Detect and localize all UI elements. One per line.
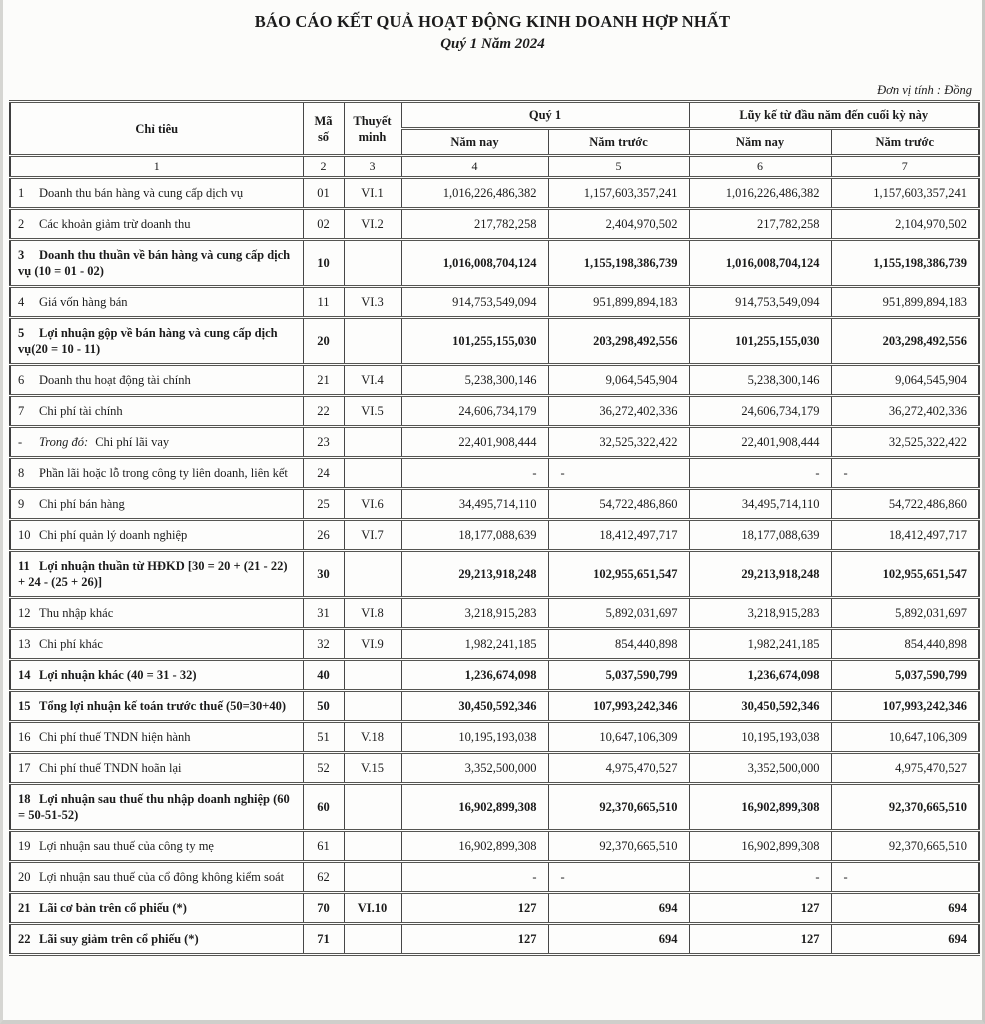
note-cell <box>344 318 401 365</box>
amount-cum-year-now-cell: 3,218,915,283 <box>689 598 831 629</box>
note-cell <box>344 458 401 489</box>
criteria-cell <box>10 924 303 955</box>
amount-q1-year-prev-cell: 54,722,486,860 <box>548 489 689 520</box>
amount-q1-year-prev-cell: - <box>548 458 689 489</box>
col-header-code: Mã số <box>303 102 344 156</box>
code-cell: 70 <box>303 893 344 924</box>
code-cell: 51 <box>303 722 344 753</box>
row-number: 11 <box>18 559 30 574</box>
amount-q1-year-prev-cell: - <box>548 862 689 893</box>
table-row <box>10 660 979 691</box>
table-row <box>10 240 979 287</box>
criteria-cell <box>10 178 303 209</box>
note-cell: V.18 <box>344 722 401 753</box>
note-cell <box>344 427 401 458</box>
criteria-cell <box>10 427 303 458</box>
note-cell <box>344 551 401 598</box>
column-index: 2 <box>303 156 344 178</box>
amount-cum-year-prev-cell: 54,722,486,860 <box>831 489 979 520</box>
code-cell: 50 <box>303 691 344 722</box>
table-row <box>10 629 979 660</box>
income-statement-table <box>9 100 980 956</box>
note-cell <box>344 240 401 287</box>
row-label: Lãi cơ bản trên cổ phiếu (*) <box>39 901 187 916</box>
table-row <box>10 551 979 598</box>
amount-q1-year-prev-cell: 1,157,603,357,241 <box>548 178 689 209</box>
amount-cum-year-prev-cell: 1,155,198,386,739 <box>831 240 979 287</box>
column-index-row <box>10 156 979 178</box>
amount-cum-year-prev-cell: 854,440,898 <box>831 629 979 660</box>
criteria-cell <box>10 520 303 551</box>
note-cell: VI.6 <box>344 489 401 520</box>
col-header-q1-year-now: Năm nay <box>401 129 548 156</box>
amount-cum-year-prev-cell: 9,064,545,904 <box>831 365 979 396</box>
note-cell: VI.10 <box>344 893 401 924</box>
code-cell: 01 <box>303 178 344 209</box>
amount-cum-year-now-cell: 24,606,734,179 <box>689 396 831 427</box>
unit-label: Đơn vị tính : Đồng <box>877 83 972 97</box>
criteria-cell <box>10 691 303 722</box>
row-label: Chi phí lãi vay <box>95 435 170 450</box>
amount-cum-year-now-cell: 29,213,918,248 <box>689 551 831 598</box>
amount-q1-year-prev-cell: 9,064,545,904 <box>548 365 689 396</box>
amount-q1-year-now-cell: 29,213,918,248 <box>401 551 548 598</box>
criteria-cell <box>10 893 303 924</box>
col-header-q1-year-prev: Năm trước <box>548 129 689 156</box>
col-group-cumulative: Lũy kế từ đầu năm đến cuối kỳ này <box>689 102 979 129</box>
amount-q1-year-prev-cell: 694 <box>548 893 689 924</box>
note-cell: VI.5 <box>344 396 401 427</box>
note-cell <box>344 784 401 831</box>
criteria-cell <box>10 209 303 240</box>
criteria-cell <box>10 629 303 660</box>
amount-cum-year-now-cell: 10,195,193,038 <box>689 722 831 753</box>
criteria-cell <box>10 753 303 784</box>
amount-q1-year-now-cell: 22,401,908,444 <box>401 427 548 458</box>
row-label: Doanh thu hoạt động tài chính <box>39 373 191 388</box>
amount-cum-year-prev-cell: 102,955,651,547 <box>831 551 979 598</box>
amount-q1-year-now-cell: 217,782,258 <box>401 209 548 240</box>
amount-cum-year-now-cell: 16,902,899,308 <box>689 831 831 862</box>
row-label: Chi phí quản lý doanh nghiệp <box>39 528 188 543</box>
amount-q1-year-now-cell: 16,902,899,308 <box>401 784 548 831</box>
table-row <box>10 318 979 365</box>
amount-cum-year-now-cell: 127 <box>689 893 831 924</box>
criteria-cell <box>10 784 303 831</box>
criteria-cell <box>10 862 303 893</box>
code-cell: 71 <box>303 924 344 955</box>
code-cell: 32 <box>303 629 344 660</box>
table-row <box>10 209 979 240</box>
amount-q1-year-prev-cell: 36,272,402,336 <box>548 396 689 427</box>
col-header-criteria: Chỉ tiêu <box>10 102 303 156</box>
amount-q1-year-prev-cell: 203,298,492,556 <box>548 318 689 365</box>
amount-cum-year-now-cell: 16,902,899,308 <box>689 784 831 831</box>
column-index: 4 <box>401 156 548 178</box>
table-row <box>10 489 979 520</box>
note-cell: VI.1 <box>344 178 401 209</box>
amount-q1-year-now-cell: 16,902,899,308 <box>401 831 548 862</box>
note-cell: VI.3 <box>344 287 401 318</box>
row-number: 14 <box>18 668 31 683</box>
row-label: Lợi nhuận sau thuế thu nhập doanh nghiệp (60 = 50-51-52) <box>18 792 290 823</box>
table-row <box>10 924 979 955</box>
row-label: Doanh thu bán hàng và cung cấp dịch vụ <box>39 186 244 201</box>
table-row <box>10 722 979 753</box>
report-subtitle: Quý 1 Năm 2024 <box>440 36 545 52</box>
amount-q1-year-now-cell: 24,606,734,179 <box>401 396 548 427</box>
amount-cum-year-now-cell: - <box>689 862 831 893</box>
table-row <box>10 396 979 427</box>
row-label: Thu nhập khác <box>39 606 114 621</box>
amount-q1-year-now-cell: 10,195,193,038 <box>401 722 548 753</box>
col-header-note: Thuyết minh <box>344 102 401 156</box>
table-row <box>10 365 979 396</box>
amount-q1-year-prev-cell: 107,993,242,346 <box>548 691 689 722</box>
row-label: Chi phí thuế TNDN hiện hành <box>39 730 191 745</box>
amount-q1-year-prev-cell: 1,155,198,386,739 <box>548 240 689 287</box>
row-number: 17 <box>18 761 31 776</box>
criteria-cell <box>10 489 303 520</box>
row-number: 18 <box>18 792 31 807</box>
amount-q1-year-now-cell: 18,177,088,639 <box>401 520 548 551</box>
amount-cum-year-prev-cell: - <box>831 458 979 489</box>
code-cell: 52 <box>303 753 344 784</box>
code-cell: 60 <box>303 784 344 831</box>
row-label: Chi phí khác <box>39 637 103 652</box>
amount-q1-year-prev-cell: 5,892,031,697 <box>548 598 689 629</box>
criteria-cell <box>10 287 303 318</box>
amount-cum-year-now-cell: 1,016,008,704,124 <box>689 240 831 287</box>
note-cell: VI.7 <box>344 520 401 551</box>
row-number: 5 <box>18 326 25 341</box>
note-cell: V.15 <box>344 753 401 784</box>
amount-cum-year-prev-cell: 32,525,322,422 <box>831 427 979 458</box>
row-label: Lợi nhuận sau thuế của cổ đông không kiểm soát <box>39 870 285 885</box>
amount-cum-year-prev-cell: 5,037,590,799 <box>831 660 979 691</box>
amount-q1-year-prev-cell: 102,955,651,547 <box>548 551 689 598</box>
amount-q1-year-now-cell: 914,753,549,094 <box>401 287 548 318</box>
amount-cum-year-now-cell: 34,495,714,110 <box>689 489 831 520</box>
amount-cum-year-now-cell: - <box>689 458 831 489</box>
row-number: 16 <box>18 730 31 745</box>
col-header-cum-year-now: Năm nay <box>689 129 831 156</box>
row-label: Các khoản giảm trừ doanh thu <box>39 217 191 232</box>
row-label: Tổng lợi nhuận kế toán trước thuế (50=30+40) <box>39 699 287 714</box>
criteria-cell <box>10 365 303 396</box>
table-row <box>10 458 979 489</box>
amount-cum-year-now-cell: 1,236,674,098 <box>689 660 831 691</box>
amount-q1-year-prev-cell: 694 <box>548 924 689 955</box>
amount-cum-year-now-cell: 217,782,258 <box>689 209 831 240</box>
criteria-cell <box>10 458 303 489</box>
row-number: 19 <box>18 839 31 854</box>
amount-cum-year-prev-cell: - <box>831 862 979 893</box>
column-index: 1 <box>10 156 303 178</box>
amount-cum-year-prev-cell: 694 <box>831 924 979 955</box>
amount-cum-year-prev-cell: 4,975,470,527 <box>831 753 979 784</box>
note-cell <box>344 691 401 722</box>
row-label: Doanh thu thuần về bán hàng và cung cấp dịch vụ (10 = 01 - 02) <box>18 248 291 279</box>
amount-cum-year-now-cell: 1,982,241,185 <box>689 629 831 660</box>
criteria-cell <box>10 240 303 287</box>
amount-cum-year-now-cell: 22,401,908,444 <box>689 427 831 458</box>
criteria-cell <box>10 318 303 365</box>
amount-q1-year-prev-cell: 4,975,470,527 <box>548 753 689 784</box>
col-header-cum-year-prev: Năm trước <box>831 129 979 156</box>
amount-q1-year-now-cell: 1,016,226,486,382 <box>401 178 548 209</box>
amount-q1-year-now-cell: 30,450,592,346 <box>401 691 548 722</box>
row-number: 10 <box>18 528 31 543</box>
amount-q1-year-now-cell: 127 <box>401 893 548 924</box>
code-cell: 25 <box>303 489 344 520</box>
row-label: Lợi nhuận thuần từ HĐKD [30 = 20 + (21 - 22) + 24 - (25 + 26)] <box>18 559 288 590</box>
column-index: 3 <box>344 156 401 178</box>
amount-cum-year-prev-cell: 107,993,242,346 <box>831 691 979 722</box>
amount-q1-year-now-cell: 1,016,008,704,124 <box>401 240 548 287</box>
criteria-cell <box>10 551 303 598</box>
amount-q1-year-now-cell: 101,255,155,030 <box>401 318 548 365</box>
row-label: Lợi nhuận sau thuế của công ty mẹ <box>39 839 214 854</box>
code-cell: 40 <box>303 660 344 691</box>
amount-cum-year-prev-cell: 92,370,665,510 <box>831 831 979 862</box>
code-cell: 10 <box>303 240 344 287</box>
code-cell: 31 <box>303 598 344 629</box>
row-number: 20 <box>18 870 31 885</box>
row-label: Giá vốn hàng bán <box>39 295 128 310</box>
row-label: Lãi suy giảm trên cổ phiếu (*) <box>39 932 199 947</box>
row-label: Chi phí bán hàng <box>39 497 125 512</box>
note-cell: VI.9 <box>344 629 401 660</box>
criteria-cell <box>10 396 303 427</box>
amount-cum-year-prev-cell: 1,157,603,357,241 <box>831 178 979 209</box>
row-label: Lợi nhuận gộp về bán hàng và cung cấp dịch vụ(20 = 10 - 11) <box>18 326 278 357</box>
note-cell: VI.4 <box>344 365 401 396</box>
criteria-cell <box>10 831 303 862</box>
row-label-italic: Trong đó: <box>39 435 89 450</box>
amount-q1-year-prev-cell: 5,037,590,799 <box>548 660 689 691</box>
column-index: 7 <box>831 156 979 178</box>
row-label: Phần lãi hoặc lỗ trong công ty liên doanh, liên kết <box>39 466 288 481</box>
amount-cum-year-now-cell: 30,450,592,346 <box>689 691 831 722</box>
table-row <box>10 784 979 831</box>
amount-q1-year-prev-cell: 854,440,898 <box>548 629 689 660</box>
column-index: 5 <box>548 156 689 178</box>
table-row <box>10 691 979 722</box>
note-cell <box>344 924 401 955</box>
code-cell: 21 <box>303 365 344 396</box>
row-number: 13 <box>18 637 31 652</box>
col-group-q1: Quý 1 <box>401 102 689 129</box>
table-row <box>10 893 979 924</box>
row-number: - <box>18 435 23 450</box>
row-number: 3 <box>18 248 25 263</box>
note-cell: VI.8 <box>344 598 401 629</box>
amount-q1-year-prev-cell: 2,404,970,502 <box>548 209 689 240</box>
code-cell: 22 <box>303 396 344 427</box>
amount-cum-year-now-cell: 101,255,155,030 <box>689 318 831 365</box>
amount-cum-year-prev-cell: 951,899,894,183 <box>831 287 979 318</box>
row-number: 21 <box>18 901 31 916</box>
amount-cum-year-prev-cell: 18,412,497,717 <box>831 520 979 551</box>
amount-cum-year-prev-cell: 203,298,492,556 <box>831 318 979 365</box>
code-cell: 26 <box>303 520 344 551</box>
row-number: 12 <box>18 606 31 621</box>
amount-cum-year-prev-cell: 92,370,665,510 <box>831 784 979 831</box>
amount-q1-year-now-cell: 1,982,241,185 <box>401 629 548 660</box>
amount-q1-year-now-cell: 3,218,915,283 <box>401 598 548 629</box>
amount-cum-year-now-cell: 18,177,088,639 <box>689 520 831 551</box>
code-cell: 24 <box>303 458 344 489</box>
amount-cum-year-prev-cell: 10,647,106,309 <box>831 722 979 753</box>
row-label: Chi phí tài chính <box>39 404 123 419</box>
note-cell <box>344 660 401 691</box>
amount-q1-year-now-cell: 3,352,500,000 <box>401 753 548 784</box>
row-number: 22 <box>18 932 31 947</box>
code-cell: 61 <box>303 831 344 862</box>
code-cell: 30 <box>303 551 344 598</box>
amount-q1-year-now-cell: - <box>401 458 548 489</box>
table-row <box>10 598 979 629</box>
note-cell <box>344 831 401 862</box>
amount-q1-year-now-cell: - <box>401 862 548 893</box>
criteria-cell <box>10 722 303 753</box>
table-row <box>10 178 979 209</box>
amount-q1-year-now-cell: 127 <box>401 924 548 955</box>
row-number: 9 <box>18 497 25 512</box>
note-cell <box>344 862 401 893</box>
criteria-cell <box>10 660 303 691</box>
note-cell: VI.2 <box>344 209 401 240</box>
header-row-groups <box>10 102 979 129</box>
row-number: 4 <box>18 295 25 310</box>
amount-cum-year-now-cell: 914,753,549,094 <box>689 287 831 318</box>
amount-cum-year-now-cell: 127 <box>689 924 831 955</box>
amount-q1-year-prev-cell: 92,370,665,510 <box>548 784 689 831</box>
table-row <box>10 862 979 893</box>
amount-q1-year-prev-cell: 92,370,665,510 <box>548 831 689 862</box>
amount-q1-year-now-cell: 5,238,300,146 <box>401 365 548 396</box>
criteria-cell <box>10 598 303 629</box>
row-number: 8 <box>18 466 25 481</box>
amount-q1-year-prev-cell: 951,899,894,183 <box>548 287 689 318</box>
amount-cum-year-now-cell: 5,238,300,146 <box>689 365 831 396</box>
row-label: Chi phí thuế TNDN hoãn lại <box>39 761 182 776</box>
table-row <box>10 427 979 458</box>
row-number: 15 <box>18 699 31 714</box>
amount-q1-year-prev-cell: 32,525,322,422 <box>548 427 689 458</box>
code-cell: 11 <box>303 287 344 318</box>
amount-cum-year-now-cell: 3,352,500,000 <box>689 753 831 784</box>
row-number: 7 <box>18 404 25 419</box>
code-cell: 20 <box>303 318 344 365</box>
amount-q1-year-prev-cell: 18,412,497,717 <box>548 520 689 551</box>
table-row <box>10 520 979 551</box>
amount-q1-year-prev-cell: 10,647,106,309 <box>548 722 689 753</box>
table-row <box>10 287 979 318</box>
column-index: 6 <box>689 156 831 178</box>
amount-cum-year-now-cell: 1,016,226,486,382 <box>689 178 831 209</box>
amount-cum-year-prev-cell: 2,104,970,502 <box>831 209 979 240</box>
amount-q1-year-now-cell: 34,495,714,110 <box>401 489 548 520</box>
table-row <box>10 831 979 862</box>
code-cell: 23 <box>303 427 344 458</box>
amount-cum-year-prev-cell: 5,892,031,697 <box>831 598 979 629</box>
row-number: 1 <box>18 186 25 201</box>
amount-cum-year-prev-cell: 36,272,402,336 <box>831 396 979 427</box>
table-row <box>10 753 979 784</box>
row-label: Lợi nhuận khác (40 = 31 - 32) <box>39 668 197 683</box>
report-title: BÁO CÁO KẾT QUẢ HOẠT ĐỘNG KINH DOANH HỢP NHẤT <box>254 12 731 31</box>
code-cell: 62 <box>303 862 344 893</box>
amount-cum-year-prev-cell: 694 <box>831 893 979 924</box>
amount-q1-year-now-cell: 1,236,674,098 <box>401 660 548 691</box>
row-number: 2 <box>18 217 25 232</box>
code-cell: 02 <box>303 209 344 240</box>
row-number: 6 <box>18 373 25 388</box>
